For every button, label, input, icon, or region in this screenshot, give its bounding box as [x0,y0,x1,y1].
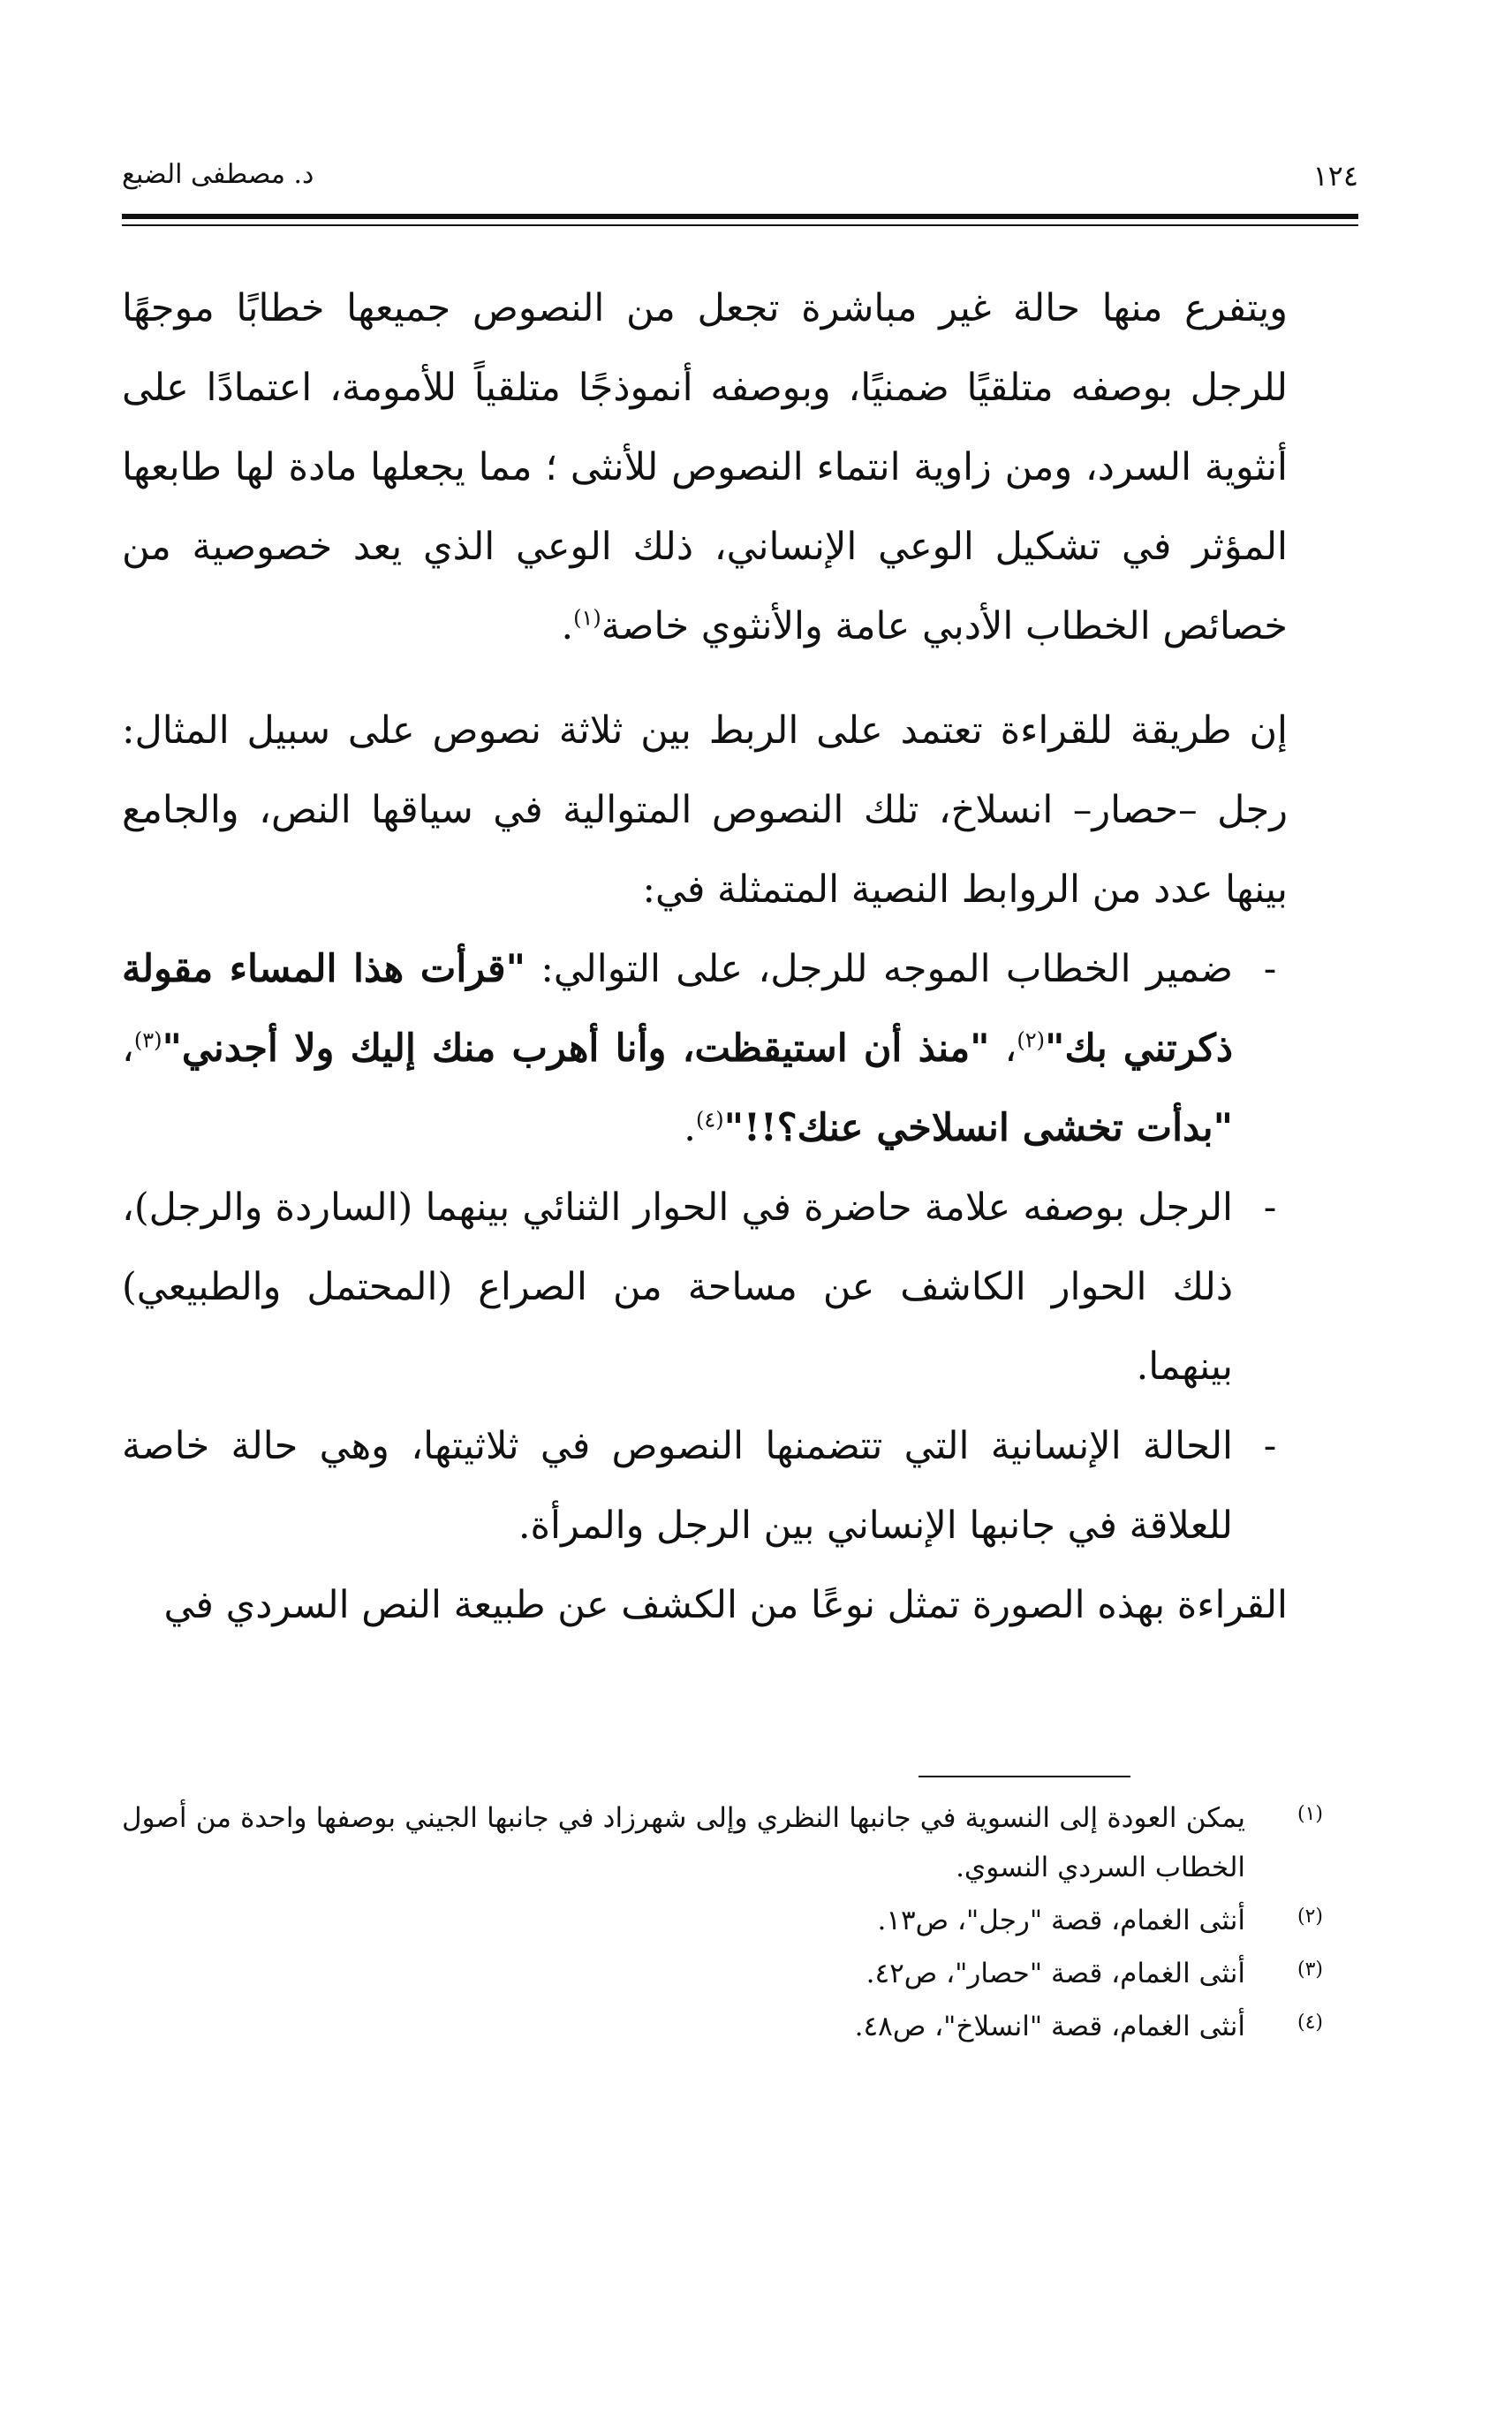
footnote-number: (٢) [1297,1906,1323,1928]
list-item-1 [122,929,1288,1168]
footnote-separator [919,1776,1130,1777]
list-dash: - [1263,1424,1277,1468]
list-dash: - [1263,1186,1277,1230]
main-text [122,269,1288,1645]
list-item-1-intro: ضمير الخطاب الموجه للرجل، على التوالي: [525,947,1233,991]
footnotes [122,1793,1323,2055]
header-rule-thick [122,214,1358,219]
footnote-text: أنثى الغمام، قصة "حصار"، ص٤٢. [866,1958,1245,1989]
footnote-number: (٤) [1297,2012,1323,2034]
footnote-ref-1: (١) [573,605,601,631]
footnote-2 [122,1896,1323,1945]
quote-2: "منذ أن استيقظت، وأنا أهرب منك إليك ولا أجدني" [162,1027,990,1071]
paragraph-2: إن طريقة للقراءة تعتمد على الربط بين ثلاثة نصوص على سبيل المثال: رجل –حصار– انسلاخ، تلك النصوص المتوالية في سياقها النص، والجامع بينها عدد من الروابط النصية المتمثلة في: [122,708,1288,912]
list-item-3 [122,1406,1288,1565]
header-rule-thin [122,224,1358,226]
paragraph-1: ويتفرع منها حالة غير مباشرة تجعل من النصوص جميعها خطابًا موجهًا للرجل بوصفه متلقيًا ضمنيًا، وبوصفه أنموذجًا متلقياً للأمومة، اعتمادًا على أنثوية السرد، ومن زاوية انتماء النصوص للأنثى ؛ مما يجعلها مادة لها طابعها المؤثر في تشكيل الوعي الإنساني، ذلك الوعي الذي يعد خصوصية من خصائص الخطاب الأدبي عامة والأنثوي خاصة$^{(١)}$. [122,286,1288,648]
footnote-ref-4: (٤) [695,1107,724,1133]
footnote-number: (١) [1297,1803,1323,1825]
quote-1: "قرأت هذا المساء مقولة ذكرتني بك" [122,947,1234,1071]
paragraph-1-text: ويتفرع منها حالة غير مباشرة تجعل من النصوص جميعها خطابًا موجهًا للرجل بوصفه متلقيًا ضمنيًا، وبوصفه أنموذجًا متلقياً للأمومة، اعتمادًا على أنثوية السرد، ومن زاوية انتماء النصوص للأنثى ؛ مما يجعلها مادة لها طابعها المؤثر في تشكيل الوعي الإنساني، ذلك الوعي الذي يعد خصوصية من خصائص الخطاب الأدبي عامة والأنثوي خاصة [122,286,1288,648]
footnote-text: أنثى الغمام، قصة "انسلاخ"، ص٤٨. [854,2011,1245,2042]
separator-1: ، [989,1027,1017,1071]
footnote-number: (٣) [1297,1959,1323,1981]
list-item-1-end: . [684,1106,696,1150]
footnote-ref-3: (٣) [133,1027,163,1053]
quote-3: "بدأت تخشى انسلاخي عنك؟!!" [723,1106,1233,1150]
list-item-3-text: الحالة الإنسانية التي تتضمنها النصوص في ثلاثيتها، وهي حالة خاصة للعلاقة في جانبها الإنساني بين الرجل والمرأة. [122,1424,1233,1548]
footnote-3 [122,1949,1323,1998]
footnote-text: يمكن العودة إلى النسوية في جانبها النظري وإلى شهرزاد في جانبها الجيني بوصفها واحدة من أصول الخطاب السردي النسوي. [122,1802,1245,1883]
footnote-text: أنثى الغمام، قصة "رجل"، ص١٣. [877,1905,1245,1936]
footnote-4 [122,2002,1323,2051]
list-item-2 [122,1168,1288,1406]
footnote-1 [122,1793,1323,1892]
list-dash: - [1263,947,1277,991]
list-item-2-text: الرجل بوصفه علامة حاضرة في الحوار الثنائي بينهما (الساردة والرجل)، ذلك الحوار الكاشف عن مساحة من الصراع (المحتمل والطبيعي) بينهما. [122,1186,1233,1389]
paragraph-3: القراءة بهذه الصورة تمثل نوعًا من الكشف عن طبيعة النص السردي في [163,1583,1288,1627]
footnote-ref-2: (٢) [1017,1027,1046,1053]
running-header-author: د. مصطفى الضبع [122,159,314,190]
separator-2: ، [122,1027,134,1071]
running-header [122,152,1358,205]
page-number: ١٢٤ [1312,159,1358,193]
